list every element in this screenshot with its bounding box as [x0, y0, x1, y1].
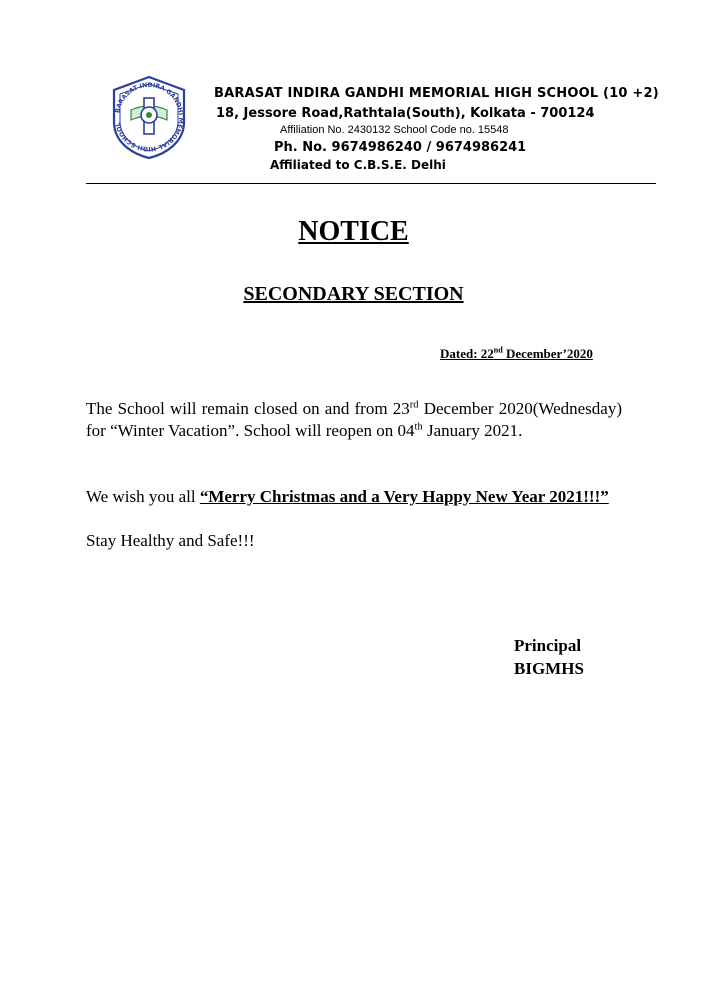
- signatory-title: Principal: [514, 636, 582, 655]
- school-crest-icon: [106, 74, 192, 160]
- signature-block: [514, 634, 584, 680]
- section-title: SECONDARY SECTION: [243, 283, 464, 305]
- affiliation-number: Affiliation No. 2430132 School Code no. 15548: [280, 124, 509, 136]
- school-address: 18, Jessore Road,Rathtala(South), Kolkata - 700124: [216, 106, 595, 121]
- phone-numbers: Ph. No. 9674986240 / 9674986241: [274, 140, 527, 155]
- notice-title: NOTICE: [298, 216, 409, 247]
- signatory-org: BIGMHS: [514, 659, 584, 678]
- header-divider: [86, 183, 656, 184]
- school-name: BARASAT INDIRA GANDHI MEMORIAL HIGH SCHOOL (10 +2): [214, 86, 659, 101]
- greeting-text: “Merry Christmas and a Very Happy New Year 2021!!!”: [199, 487, 609, 506]
- notice-date: Dated: 22nd December’2020: [440, 345, 593, 361]
- closure-paragraph: The School will remain closed on and from 23rd December 2020(Wednesday) for “Winter Vacation”. School will reopen on 04th January 2021.: [86, 399, 622, 440]
- affiliated-board: Affiliated to C.B.S.E. Delhi: [270, 158, 446, 172]
- closing-line: Stay Healthy and Safe!!!: [86, 531, 255, 550]
- greeting-paragraph: We wish you all “Merry Christmas and a Very Happy New Year 2021!!!”: [86, 487, 609, 506]
- logo-ring-text: BARASAT INDIRA GANDHI MEMORIAL HIGH SCHOOL: [114, 81, 185, 153]
